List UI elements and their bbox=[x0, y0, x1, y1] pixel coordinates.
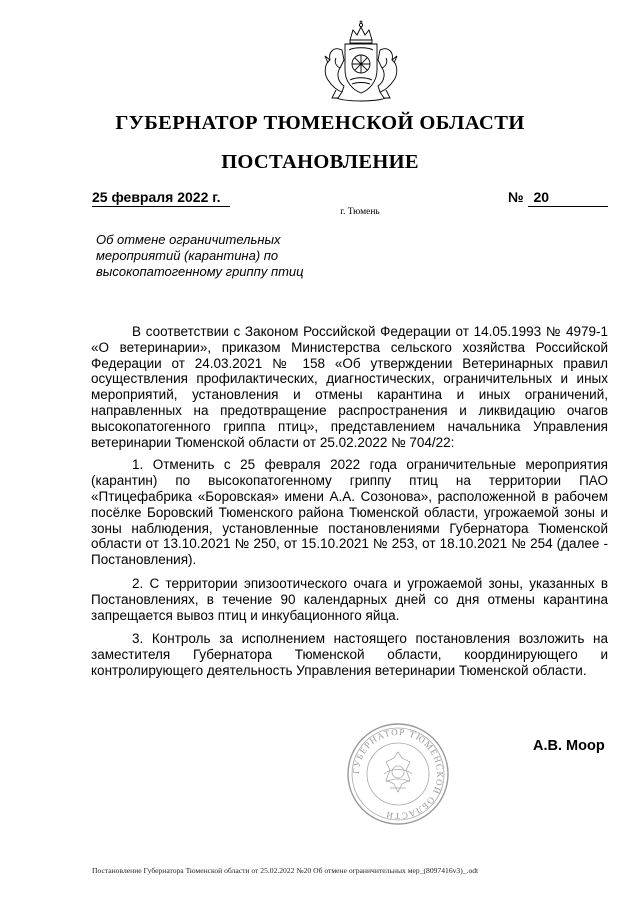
svg-text:ГУБЕРНАТОР ТЮМЕНСКОЙ ОБЛАСТИ bbox=[351, 727, 445, 821]
document-body bbox=[91, 324, 608, 687]
document-footer: Постановление Губернатора Тюменской области от 25.02.2022 №20 Об отмене ограничительных мер_(8097416v3)_.odt bbox=[92, 866, 479, 875]
authority-title: ГУБЕРНАТОР ТЮМЕНСКОЙ ОБЛАСТИ bbox=[115, 112, 525, 134]
document-type-heading: ПОСТАНОВЛЕНИЕ bbox=[221, 151, 419, 173]
document-number bbox=[508, 189, 608, 207]
issue-city: г. Тюмень bbox=[340, 207, 380, 217]
document-subject: Об отмене ограничительных мероприятий (карантина) по высокопатогенному гриппу птиц bbox=[96, 232, 304, 279]
signatory-name: А.В. Моор bbox=[533, 738, 605, 754]
official-seal-stamp bbox=[346, 722, 450, 826]
number-value: 20 bbox=[528, 189, 608, 207]
body-preamble: В соответствии с Законом Российской Федерации от 14.05.1993 № 4979-1 «О ветеринарии», приказом Министерства сельского хозяйства Российской Федерации от 24.03.2021 № 158 «Об утверждении Ветеринарных правил осуществления профилактических, диагностических, ограничительных и иных мероприятий, установления и отмены карантина и иных ограничений, направленных на предотвращение распространения и ликвидацию очагов высокопатогенного гриппа птиц», представлением начальника Управления ветеринарии Тюменской области от 25.02.2022 № 704/22: bbox=[91, 324, 608, 450]
body-item: 3. Контроль за исполнением настоящего постановления возложить на заместителя Губернатора Тюменской области, координирующего и контролирующего деятельность Управления ветеринарии Тюменской области. bbox=[91, 631, 608, 678]
coat-of-arms-icon bbox=[314, 20, 408, 104]
seal-text: ГУБЕРНАТОР ТЮМЕНСКОЙ ОБЛАСТИ bbox=[350, 726, 446, 822]
document-date: 25 февраля 2022 г. bbox=[92, 189, 230, 207]
number-label: № bbox=[508, 189, 524, 205]
body-item: 1. Отменить с 25 февраля 2022 года ограничительные мероприятия (карантин) по высокопатогенному гриппу птиц на территории ПАО «Птицефабрика «Боровская» имени А.А. Созонова», расположенной в рабочем посёлке Боровский Тюменского района Тюменской области, угрожаемой зоны и зоны наблюдения, установленные постановлениями Губернатора Тюменской области от 13.10.2021 № 250, от 15.10.2021 № 253, от 18.10.2021 № 254 (далее - Постановления). bbox=[91, 457, 608, 568]
body-item: 2. С территории эпизоотического очага и угрожаемой зоны, указанных в Постановлениях, в течение 90 календарных дней со дня отмены карантина запрещается вывоз птиц и инкубационного яйца. bbox=[91, 575, 608, 623]
